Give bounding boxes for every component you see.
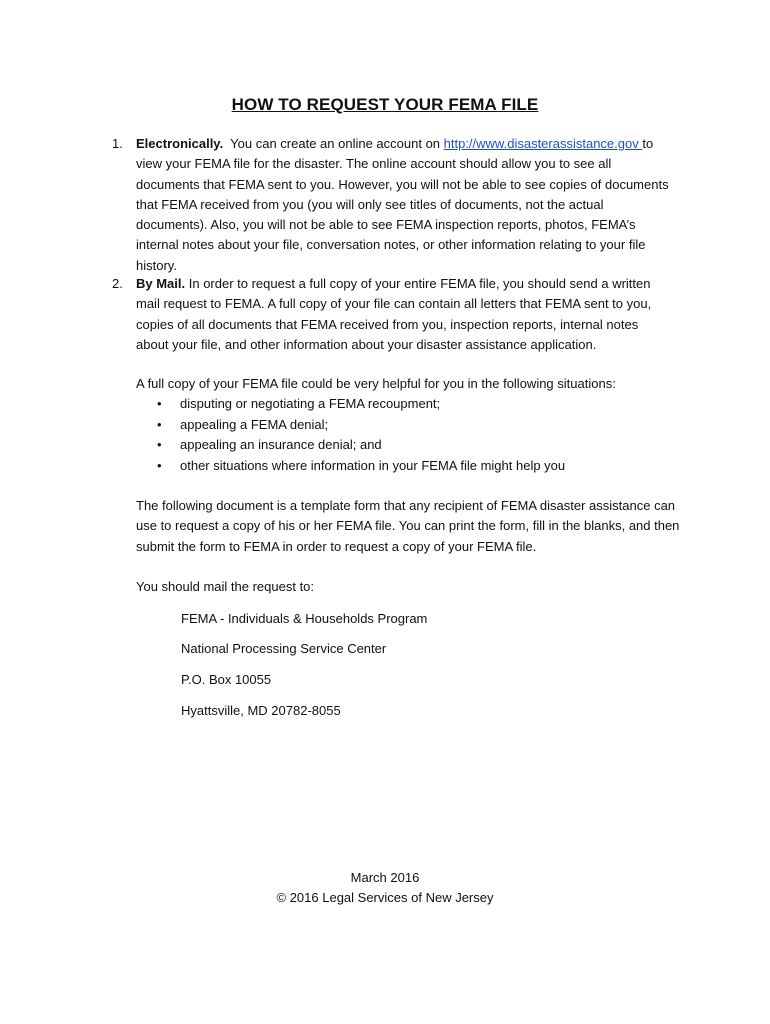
bullet-icon: • bbox=[157, 416, 162, 432]
item-text-before-link: You can create an online account on bbox=[223, 136, 444, 151]
address-line-pobox: P.O. Box 10055 bbox=[181, 672, 272, 687]
address-line-program: FEMA - Individuals & Households Program bbox=[181, 611, 428, 626]
item-number: 2. bbox=[112, 276, 123, 291]
list-item bbox=[136, 435, 676, 456]
template-paragraph: The following document is a template form that any recipient of FEMA disaster assistance can use to request a copy of his or her FEMA file. You can print the form, fill in the blanks, and then submit the form to FEMA in order to request a copy of your FEMA file. bbox=[136, 498, 680, 554]
bullet-icon: • bbox=[157, 396, 162, 411]
bullet-text: other situations where information in your FEMA file might help you bbox=[180, 457, 566, 473]
disasterassistance-link[interactable]: http://www.disasterassistance.gov bbox=[443, 136, 643, 151]
address-line-city: Hyattsville, MD 20782-8055 bbox=[181, 703, 341, 718]
list-item bbox=[136, 394, 676, 415]
bullet-icon: • bbox=[157, 437, 162, 452]
list-item bbox=[136, 415, 676, 436]
address-line-center: National Processing Service Center bbox=[181, 641, 387, 656]
item-lead: By Mail. bbox=[136, 276, 186, 291]
list-item-electronically bbox=[112, 134, 672, 276]
list-item-by-mail bbox=[112, 274, 672, 355]
item-text: In order to request a full copy of your entire FEMA file, you should send a written mail request to FEMA. A full copy of your file can contain all letters that FEMA sent to you, copies of all documents that FEMA received from you, inspection reports, internal notes about your file, and other information about your disaster assistance application. bbox=[136, 276, 652, 352]
bullet-text: appealing a FEMA denial; bbox=[180, 416, 329, 432]
item-text-after-link: to view your FEMA file for the disaster. The online account should allow you to see all documents that FEMA sent to you. However, you will not be able to see copies of documents that FEMA received from you (you will only see titles of documents, not the actual documents). Also, you will not be able to see FEMA inspection reports, photos, FEMA’s internal notes about your file, conversation notes, or other information relating to your file history. bbox=[136, 136, 669, 273]
footer-date: March 2016 bbox=[350, 870, 420, 885]
bullet-text: disputing or negotiating a FEMA recoupment; bbox=[180, 396, 441, 411]
mail-intro: You should mail the request to: bbox=[136, 579, 315, 594]
footer-copyright: © 2016 Legal Services of New Jersey bbox=[276, 890, 494, 905]
list-item bbox=[136, 456, 676, 477]
bullet-icon: • bbox=[157, 457, 162, 473]
item-number: 1. bbox=[112, 136, 123, 151]
bullet-text: appealing an insurance denial; and bbox=[180, 437, 382, 452]
situations-list bbox=[136, 394, 676, 476]
item-body bbox=[136, 274, 672, 355]
item-body bbox=[136, 134, 672, 276]
page-title: HOW TO REQUEST YOUR FEMA FILE bbox=[231, 95, 539, 114]
item-lead: Electronically. bbox=[136, 136, 224, 151]
helpful-intro: A full copy of your FEMA file could be very helpful for you in the following situations: bbox=[136, 376, 616, 391]
